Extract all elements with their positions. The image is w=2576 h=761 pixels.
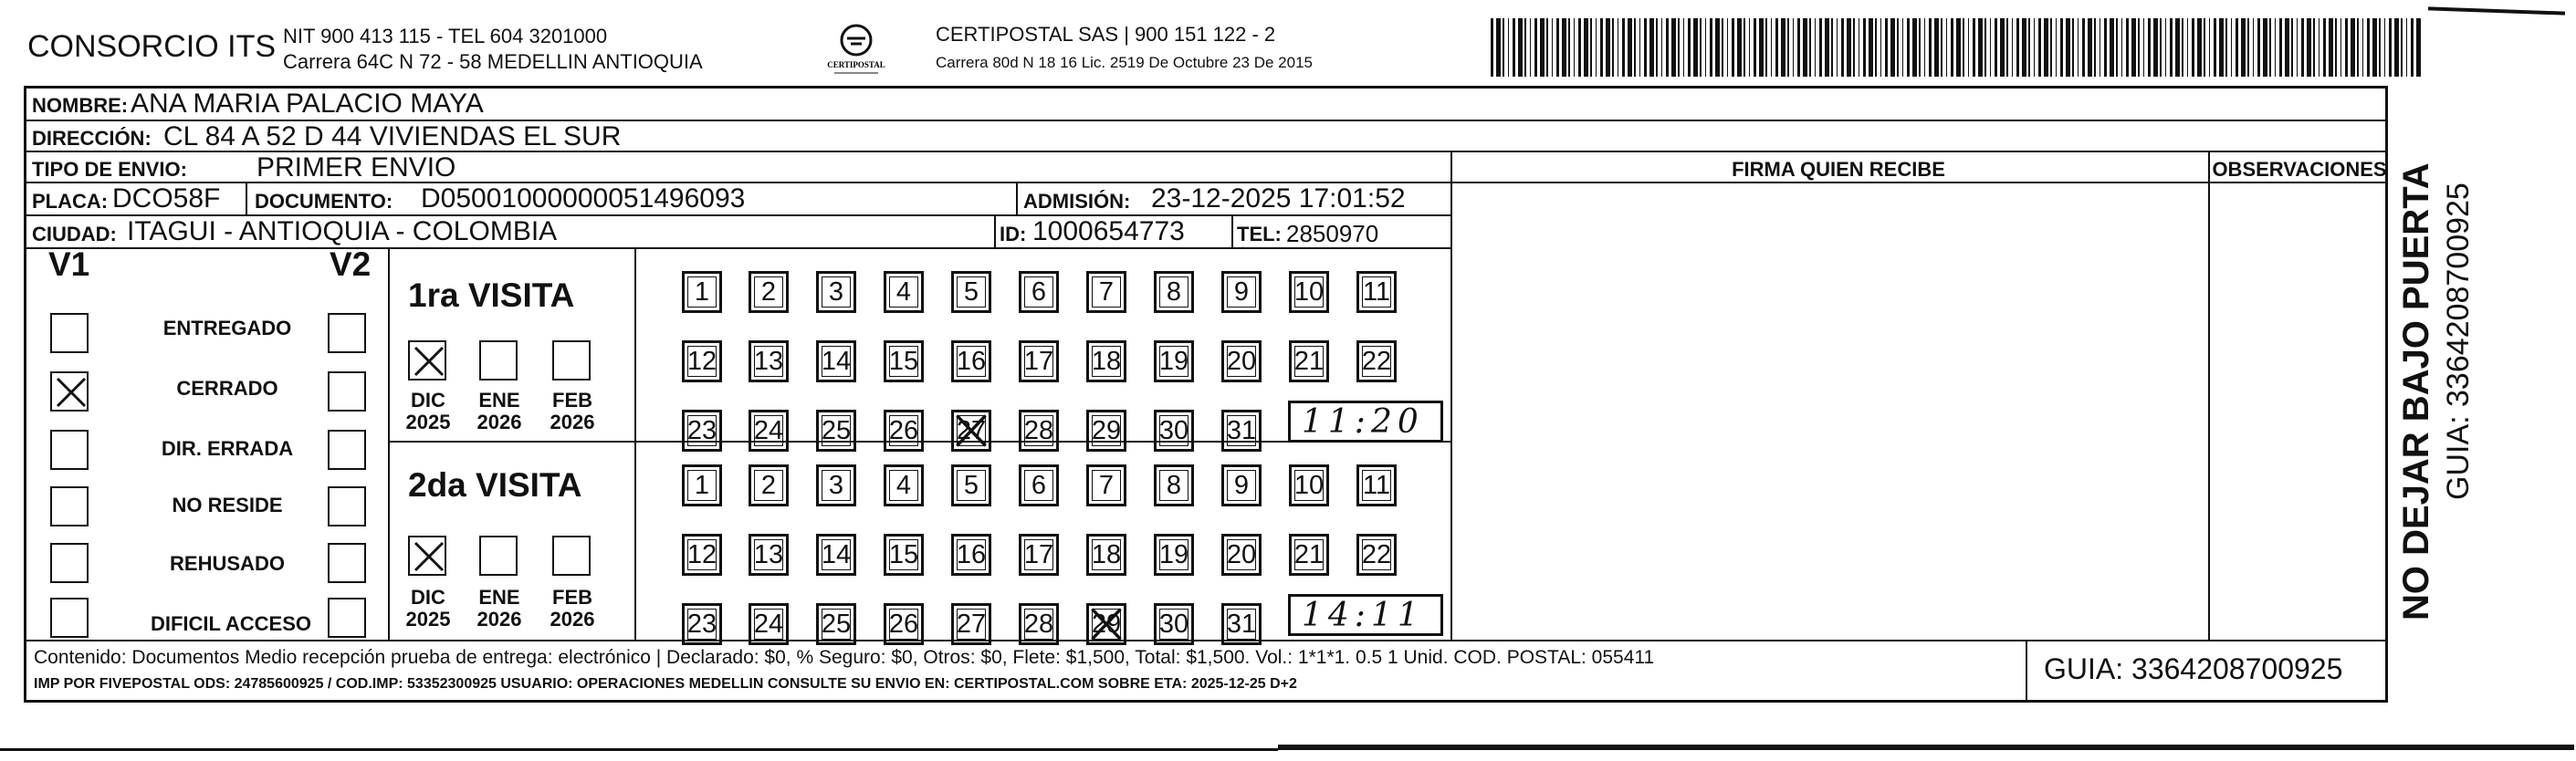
scan-edge-bottom bbox=[1278, 745, 2574, 750]
visit1-day-22[interactable]: 22 bbox=[1356, 340, 1397, 382]
city-value: ITAGUI - ANTIOQUIA - COLOMBIA bbox=[127, 216, 558, 246]
visit1-day-31[interactable]: 31 bbox=[1221, 410, 1262, 452]
visit1-day-17[interactable]: 17 bbox=[1019, 340, 1059, 382]
document-value: D05001000000051496093 bbox=[421, 183, 746, 214]
visit1-day-14[interactable]: 14 bbox=[816, 340, 856, 382]
visit2-day-6[interactable]: 6 bbox=[1019, 464, 1059, 506]
row-type bbox=[26, 152, 2385, 183]
address-label: DIRECCIÓN: bbox=[32, 127, 152, 150]
visit2-title: 2da VISITA bbox=[408, 466, 582, 504]
visit1-time-box[interactable] bbox=[1288, 401, 1443, 443]
visit2-day-13[interactable]: 13 bbox=[749, 534, 789, 576]
visit2-day-30[interactable]: 30 bbox=[1154, 603, 1194, 645]
visit2-month-feb-box[interactable] bbox=[552, 536, 591, 576]
visit1-day-1[interactable]: 1 bbox=[682, 271, 722, 313]
scan-edge-bottom-left bbox=[0, 748, 1278, 751]
visit2-month-ene: ENE 2026 bbox=[476, 586, 522, 631]
visit2-month-feb: FEB 2026 bbox=[550, 586, 595, 631]
visit1-day-5[interactable]: 5 bbox=[951, 271, 991, 313]
visit1-month-dic: DIC 2025 bbox=[405, 389, 451, 433]
visit1-day-cross-mark bbox=[954, 412, 989, 449]
visit1-day-3[interactable]: 3 bbox=[816, 271, 856, 313]
visit1-month-ene-box[interactable] bbox=[479, 340, 518, 380]
v1-checkbox-cerrado[interactable] bbox=[50, 371, 89, 412]
visit1-day-28[interactable]: 28 bbox=[1019, 410, 1059, 452]
v2-label: V2 bbox=[330, 245, 372, 283]
tel-label: TEL: bbox=[1237, 223, 1282, 245]
visit1-day-9[interactable]: 9 bbox=[1221, 271, 1262, 313]
visit1-title: 1ra VISITA bbox=[408, 276, 575, 314]
visit2-month-dic-box[interactable] bbox=[408, 536, 446, 576]
visit1-day-18[interactable]: 18 bbox=[1086, 340, 1126, 382]
row-name bbox=[26, 89, 2385, 121]
status-dificil-acceso: DIFICIL ACCESO bbox=[150, 612, 311, 635]
side-guia: GUIA: 3364208700925 bbox=[2441, 182, 2476, 500]
visit2-day-2[interactable]: 2 bbox=[749, 464, 789, 506]
footer-content: Contenido: Documentos Medio recepción prueba de entrega: electrónico | Declarado: $0, % Seguro: $0, Otros: $0, Flete: $1,500, Total: $1,500. Vol.: 1*1*1. 0.5 1 Unid. COD. POSTAL: 055411 bbox=[34, 647, 1655, 668]
visit1-day-27[interactable]: 27 bbox=[951, 410, 991, 452]
form-frame bbox=[24, 86, 2388, 703]
visit2-day-17[interactable]: 17 bbox=[1019, 534, 1059, 576]
recipient-name: ANA MARIA PALACIO MAYA bbox=[131, 89, 484, 119]
visit1-time: 11:20 bbox=[1302, 403, 1424, 441]
visit1-day-30[interactable]: 30 bbox=[1154, 410, 1194, 452]
name-label: NOMBRE: bbox=[32, 94, 129, 117]
visit1-day-24[interactable]: 24 bbox=[749, 410, 789, 452]
status-entregado: ENTREGADO bbox=[162, 317, 292, 339]
visit2-day-8[interactable]: 8 bbox=[1154, 464, 1194, 506]
footer-print-info: IMP POR FIVEPOSTAL ODS: 24785600925 / COD.IMP: 53352300925 USUARIO: OPERACIONES MEDELLIN CONSULTE SU ENVIO EN: CERTIPOSTAL.COM SOBRE ETA: 2025-12-25 D+2 bbox=[34, 676, 1297, 692]
v2-checkbox-entregado[interactable] bbox=[328, 313, 366, 353]
visit1-day-20[interactable]: 20 bbox=[1221, 340, 1262, 382]
status-dir-errada: DIR. ERRADA bbox=[161, 437, 294, 460]
visit2-day-3[interactable]: 3 bbox=[816, 464, 856, 506]
carrier-address: Carrera 80d N 18 16 Lic. 2519 De Octubre 23 De 2015 bbox=[936, 54, 1313, 71]
visit2-day-24[interactable]: 24 bbox=[749, 603, 789, 645]
visit1-day-16[interactable]: 16 bbox=[951, 340, 991, 382]
visit1-day-13[interactable]: 13 bbox=[749, 340, 789, 382]
footer-guia: GUIA: 3364208700925 bbox=[2044, 652, 2343, 685]
visit1-day-15[interactable]: 15 bbox=[884, 340, 924, 382]
v2-checkbox-rehusado[interactable] bbox=[328, 543, 366, 583]
row-address bbox=[26, 121, 2385, 152]
company-address: Carrera 64C N 72 - 58 MEDELLIN ANTIOQUIA bbox=[283, 50, 703, 73]
visit2-day-9[interactable]: 9 bbox=[1221, 464, 1262, 506]
visit2-day-20[interactable]: 20 bbox=[1221, 534, 1262, 576]
side-notice: NO DEJAR BAJO PUERTA bbox=[2396, 162, 2436, 620]
visit2-day-1[interactable]: 1 bbox=[682, 464, 722, 506]
visit2-day-15[interactable]: 15 bbox=[884, 534, 924, 576]
visit2-time-box[interactable] bbox=[1288, 594, 1443, 636]
v1-checkbox-rehusado[interactable] bbox=[50, 543, 89, 583]
observations-header: OBSERVACIONES bbox=[2212, 158, 2387, 181]
visit2-day-12[interactable]: 12 bbox=[682, 534, 722, 576]
visit1-day-26[interactable]: 26 bbox=[884, 410, 924, 452]
visit1-day-8[interactable]: 8 bbox=[1154, 271, 1194, 313]
plate-value: DCO58F bbox=[112, 183, 221, 214]
row-city bbox=[26, 216, 1450, 249]
v1-checkbox-dir-errada[interactable] bbox=[50, 430, 89, 470]
visit2-day-4[interactable]: 4 bbox=[884, 464, 924, 506]
visit1-month-ene: ENE 2026 bbox=[476, 389, 522, 433]
status-cerrado: CERRADO bbox=[176, 377, 278, 400]
document-label: DOCUMENTO: bbox=[255, 190, 393, 213]
visit2-day-cross-mark bbox=[1089, 606, 1124, 642]
visit1-day-10[interactable]: 10 bbox=[1289, 271, 1329, 313]
visit1-day-19[interactable]: 19 bbox=[1154, 340, 1194, 382]
visit2-day-10[interactable]: 10 bbox=[1289, 464, 1329, 506]
visit1-day-7[interactable]: 7 bbox=[1086, 271, 1126, 313]
row-plate bbox=[26, 183, 1450, 216]
visit2-day-26[interactable]: 26 bbox=[884, 603, 924, 645]
visit2-day-11[interactable]: 11 bbox=[1356, 464, 1397, 506]
company-name: CONSORCIO ITS bbox=[27, 29, 277, 64]
visit1-day-2[interactable]: 2 bbox=[749, 271, 789, 313]
visit1-day-23[interactable]: 23 bbox=[682, 410, 722, 452]
visit1-month-feb: FEB 2026 bbox=[550, 389, 595, 433]
signature-header: FIRMA QUIEN RECIBE bbox=[1732, 158, 1945, 181]
v2-checkbox-no-reside[interactable] bbox=[328, 486, 366, 526]
visit2-time: 14:11 bbox=[1302, 597, 1424, 634]
scan-edge-top bbox=[2428, 6, 2565, 15]
status-no-reside: NO RESIDE bbox=[172, 494, 283, 516]
logo-text: CERTIPOSTAL bbox=[827, 60, 885, 69]
recipient-address: CL 84 A 52 D 44 VIVIENDAS EL SUR bbox=[163, 121, 622, 151]
admission-value: 23-12-2025 17:01:52 bbox=[1151, 183, 1406, 214]
visit1-day-12[interactable]: 12 bbox=[682, 340, 722, 382]
visit2-day-28[interactable]: 28 bbox=[1019, 603, 1059, 645]
v1-checkbox-no-reside[interactable] bbox=[50, 486, 89, 526]
visit2-day-29[interactable]: 29 bbox=[1086, 603, 1126, 645]
visit1-day-4[interactable]: 4 bbox=[884, 271, 924, 313]
tel-value: 2850970 bbox=[1286, 220, 1379, 247]
status-rehusado: REHUSADO bbox=[170, 552, 285, 575]
visit2-day-7[interactable]: 7 bbox=[1086, 464, 1126, 506]
visit2-day-5[interactable]: 5 bbox=[951, 464, 991, 506]
v1-checkbox-dificil-acceso[interactable] bbox=[50, 598, 89, 638]
shipment-type: PRIMER ENVIO bbox=[257, 152, 456, 182]
visit2-day-21[interactable]: 21 bbox=[1289, 534, 1329, 576]
id-label: ID: bbox=[1000, 223, 1027, 245]
visit2-month-ene-box[interactable] bbox=[479, 536, 518, 576]
admission-label: ADMISIÓN: bbox=[1023, 190, 1131, 213]
visit2-day-19[interactable]: 19 bbox=[1154, 534, 1194, 576]
v2-checkbox-cerrado[interactable] bbox=[328, 371, 366, 412]
v2-checkbox-dir-errada[interactable] bbox=[328, 430, 366, 470]
visit2-day-16[interactable]: 16 bbox=[951, 534, 991, 576]
visit1-day-25[interactable]: 25 bbox=[816, 410, 856, 452]
v1-label: V1 bbox=[48, 245, 90, 283]
company-nit: NIT 900 413 115 - TEL 604 3201000 bbox=[283, 25, 608, 47]
plate-label: PLACA: bbox=[32, 190, 109, 213]
visit2-month-dic: DIC 2025 bbox=[405, 586, 451, 631]
visit2-day-22[interactable]: 22 bbox=[1356, 534, 1397, 576]
visit1-month-feb-box[interactable] bbox=[552, 340, 591, 380]
visit2-day-27[interactable]: 27 bbox=[951, 603, 991, 645]
city-label: CIUDAD: bbox=[32, 223, 117, 245]
visit1-day-21[interactable]: 21 bbox=[1289, 340, 1329, 382]
carrier-name: CERTIPOSTAL SAS | 900 151 122 - 2 bbox=[936, 23, 1276, 46]
visit2-day-14[interactable]: 14 bbox=[816, 534, 856, 576]
visit2-day-25[interactable]: 25 bbox=[816, 603, 856, 645]
id-value: 1000654773 bbox=[1032, 216, 1185, 246]
visit2-day-23[interactable]: 23 bbox=[682, 603, 722, 645]
v2-checkbox-dificil-acceso[interactable] bbox=[328, 598, 366, 638]
visit2-day-18[interactable]: 18 bbox=[1086, 534, 1126, 576]
visit1-day-6[interactable]: 6 bbox=[1019, 271, 1059, 313]
visit1-day-29[interactable]: 29 bbox=[1086, 410, 1126, 452]
type-label: TIPO DE ENVIO: bbox=[32, 158, 187, 181]
visit1-month-dic-box[interactable] bbox=[408, 340, 446, 380]
v1-checkbox-entregado[interactable] bbox=[50, 313, 89, 353]
certipostal-logo bbox=[818, 20, 895, 80]
barcode bbox=[1491, 18, 2421, 77]
visit2-day-31[interactable]: 31 bbox=[1221, 603, 1262, 645]
visit1-day-11[interactable]: 11 bbox=[1356, 271, 1397, 313]
